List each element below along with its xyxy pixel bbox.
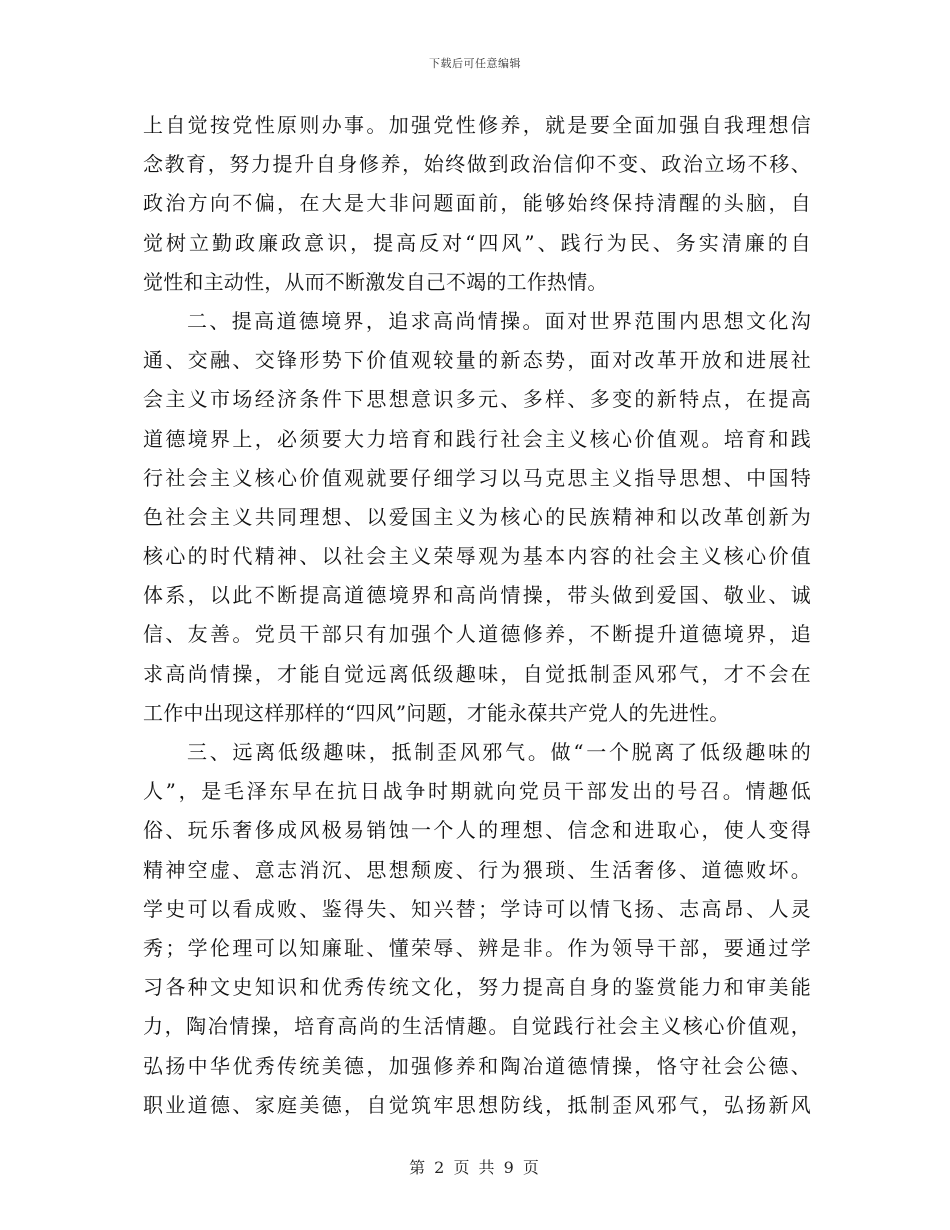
text-line: 弘扬中华优秀传统美德，加强修养和陶冶道德情操，恪守社会公德、	[143, 1053, 811, 1078]
text-line: 觉性和主动性，从而不断激发自己不竭的工作热情。	[143, 269, 608, 294]
text-line: 习各种文史知识和优秀传统文化，努力提高自身的鉴赏能力和审美能	[143, 975, 811, 1000]
text-line: 政治方向不偏，在大是大非问题面前，能够始终保持清醒的头脑，自	[143, 191, 811, 216]
text-line: 体系，以此不断提高道德境界和高尚情操，带头做到爱国、敬业、诚	[143, 583, 811, 608]
text-line: 道德境界上，必须要大力培育和践行社会主义核心价值观。培育和践	[143, 426, 811, 451]
page-header: 下载后可任意编辑	[429, 57, 521, 70]
text-line: 求高尚情操，才能自觉远离低级趣味，自觉抵制歪风邪气，才不会在	[143, 661, 811, 686]
text-line: 行社会主义核心价值观就要仔细学习以马克思主义指导思想、中国特	[143, 465, 811, 490]
text-line: 色社会主义共同理想、以爱国主义为核心的民族精神和以改革创新为	[143, 504, 811, 529]
text-line: 工作中出现这样那样的“四风”问题，才能永葆共产党人的先进性。	[143, 700, 730, 725]
text-line: 俗、玩乐奢侈成风极易销蚀一个人的理想、信念和进取心，使人变得	[143, 818, 811, 843]
text-line: 念教育，努力提升自身修养，始终做到政治信仰不变、政治立场不移、	[143, 152, 811, 177]
text-line: 会主义市场经济条件下思想意识多元、多样、多变的新特点，在提高	[143, 387, 811, 412]
text-line: 学史可以看成败、鉴得失、知兴替；学诗可以情飞扬、志高昂、人灵	[143, 896, 811, 921]
paragraph-heading-line: 三、远离低级趣味，抵制歪风邪气。做“一个脱离了低级趣味的	[187, 740, 811, 764]
text-line: 核心的时代精神、以社会主义荣辱观为基本内容的社会主义核心价值	[143, 544, 811, 569]
text-line: 职业道德、家庭美德，自觉筑牢思想防线，抵制歪风邪气，弘扬新风	[143, 1092, 811, 1117]
document-body	[143, 106, 811, 1125]
paragraph-heading-line: 二、提高道德境界，追求高尚情操。面对世界范围内思想文化沟	[187, 308, 811, 333]
text-line: 力，陶冶情操，培育高尚的生活情趣。自觉践行社会主义核心价值观，	[143, 1014, 811, 1039]
text-line: 人”，是毛泽东早在抗日战争时期就向党员干部发出的号召。情趣低	[143, 779, 811, 804]
text-line: 通、交融、交锋形势下价值观较量的新态势，面对改革开放和进展社	[143, 348, 811, 373]
page-footer: 第 2 页 共 9 页	[409, 1158, 541, 1177]
text-line: 信、友善。党员干部只有加强个人道德修养，不断提升道德境界，追	[143, 622, 811, 647]
text-line: 精神空虚、意志消沉、思想颓废、行为猥琐、生活奢侈、道德败坏。	[143, 857, 811, 882]
text-line: 觉树立勤政廉政意识，提高反对“四风”、践行为民、务实清廉的自	[143, 230, 811, 255]
text-line: 上自觉按党性原则办事。加强党性修养，就是要全面加强自我理想信	[143, 113, 811, 137]
text-line: 秀；学伦理可以知廉耻、懂荣辱、辨是非。作为领导干部，要通过学	[143, 935, 811, 960]
